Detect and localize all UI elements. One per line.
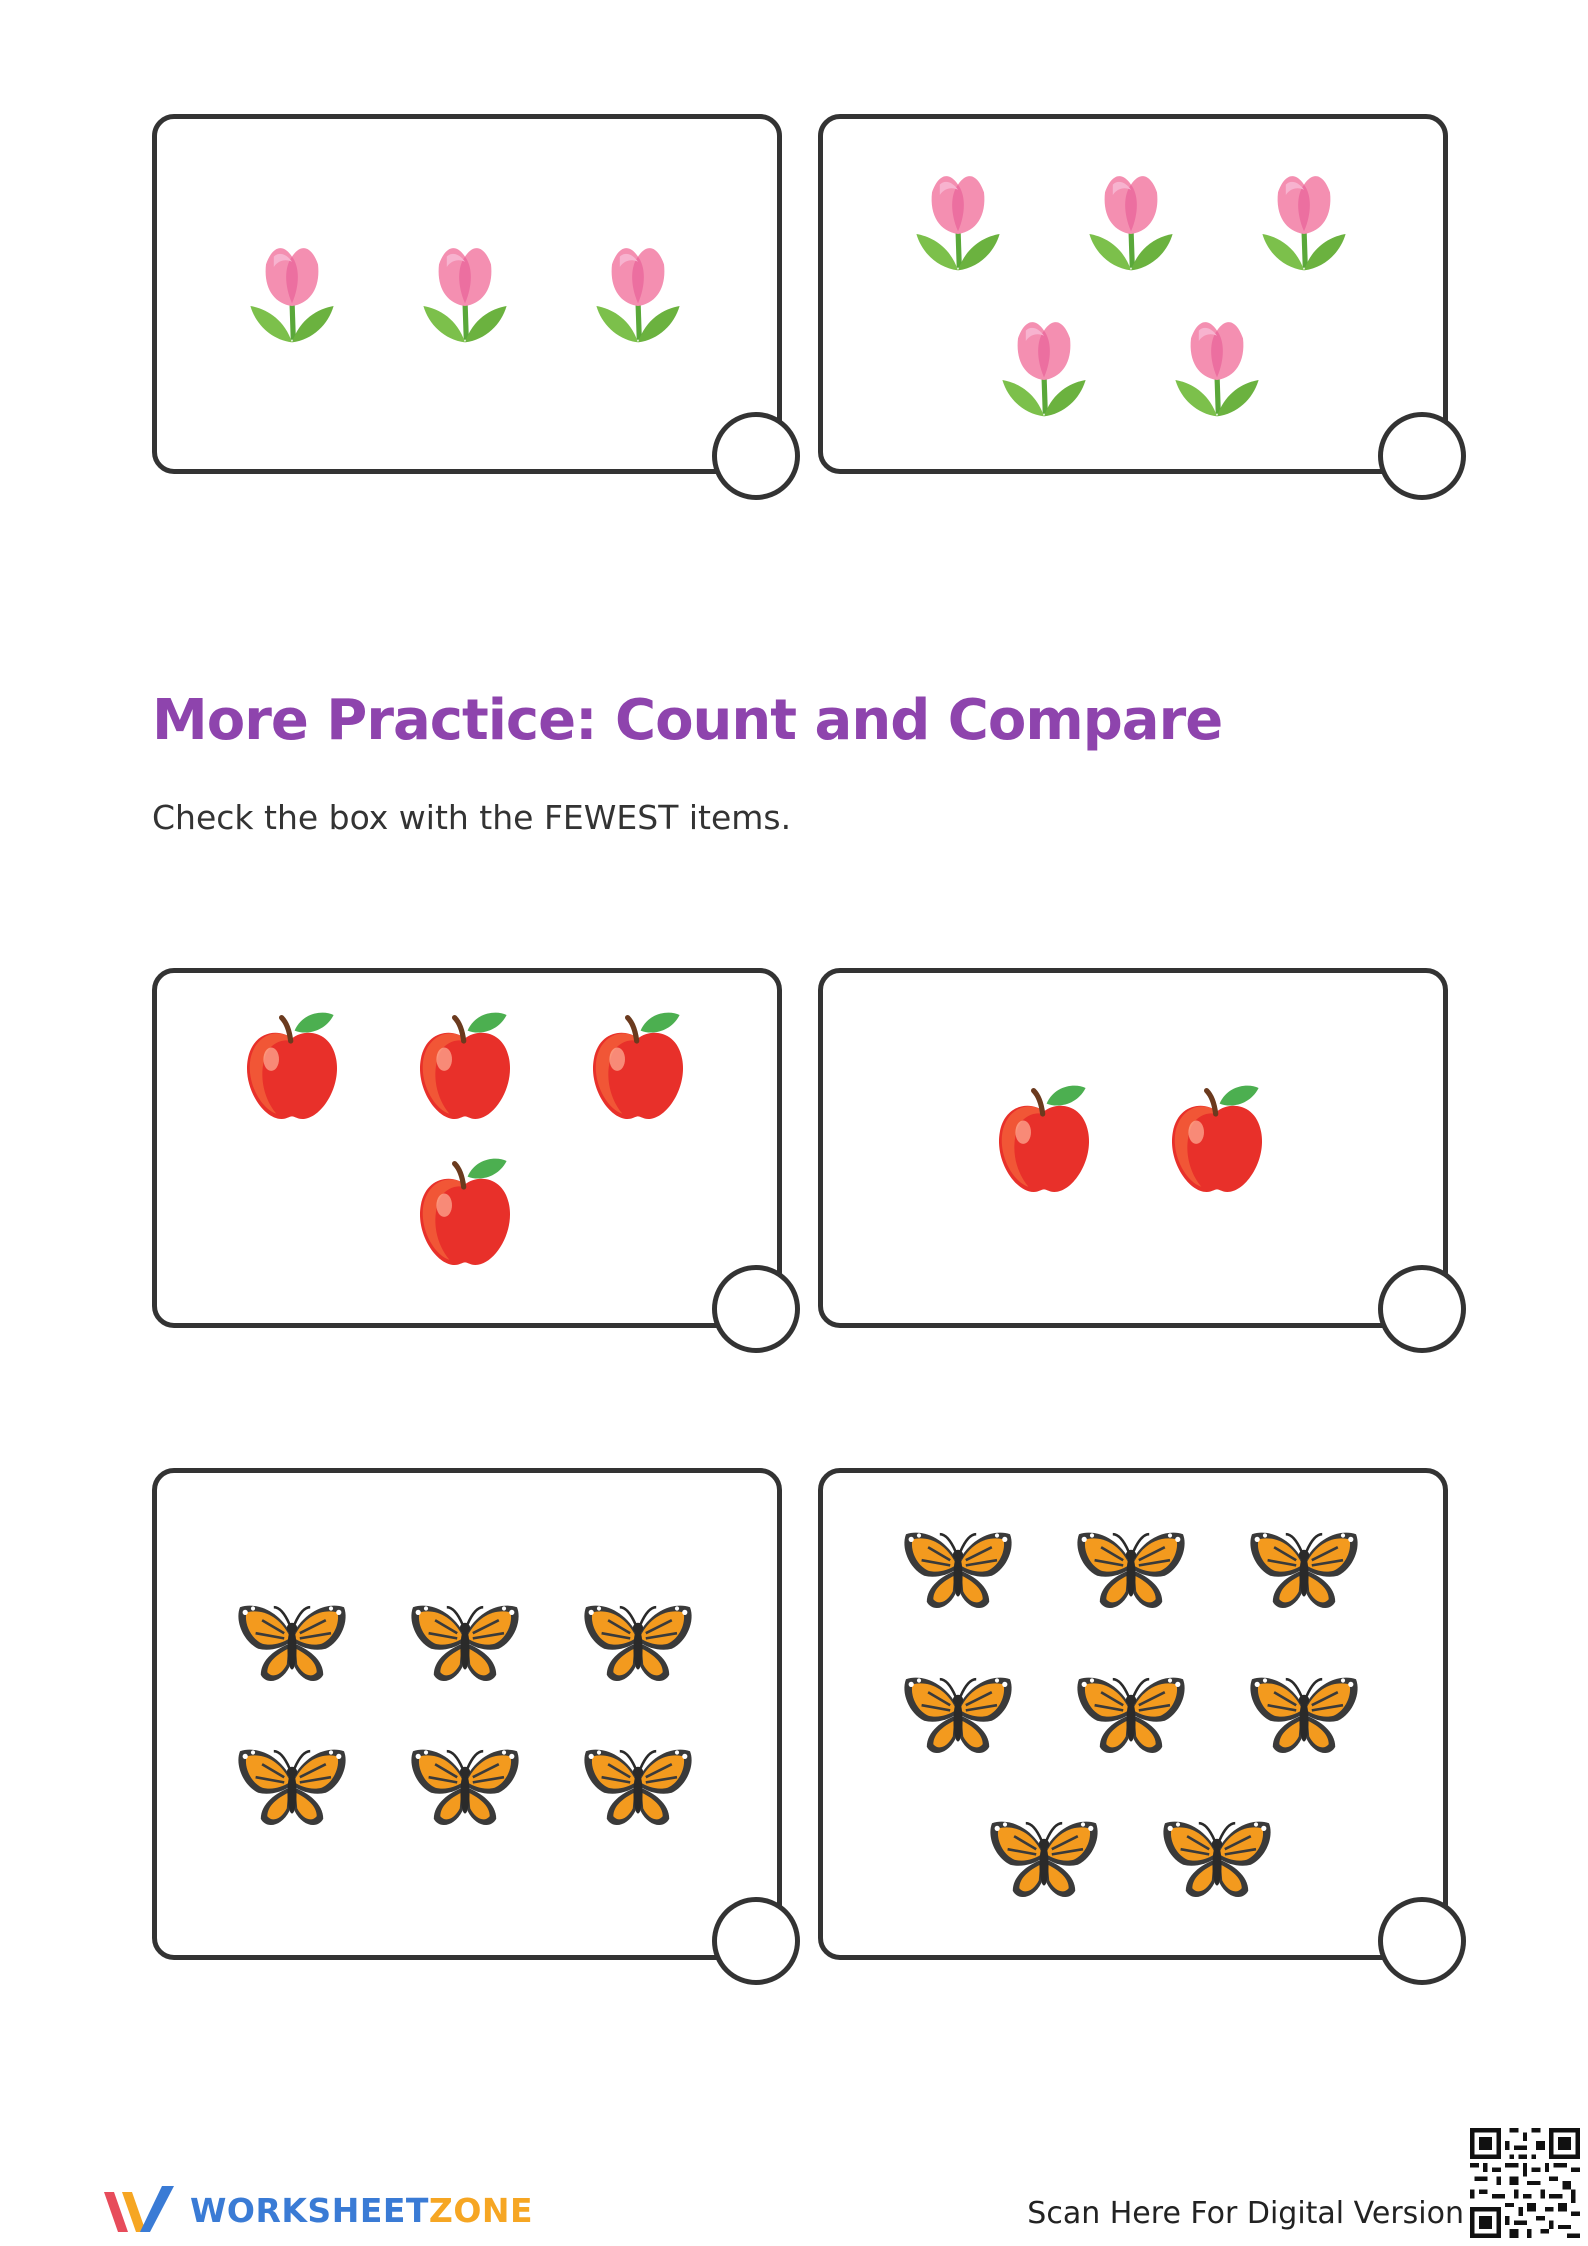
brand-name-part1: WORKSHEET [190,2190,429,2230]
butterfly-icon [1152,1792,1282,1922]
tulip-icon [400,228,530,358]
checkbox-circle[interactable] [1378,1897,1466,1985]
butterfly-icon [893,1648,1023,1778]
tulip-icon [1152,302,1282,432]
apple-icon [1152,1075,1282,1205]
butterfly-icon [1239,1648,1369,1778]
apple-icon [400,1002,530,1132]
butterfly-icon [227,1720,357,1850]
checkbox-circle[interactable] [712,1897,800,1985]
butterfly-icon [979,1792,1109,1922]
tulip-icon [1066,156,1196,286]
section-title: More Practice: Count and Compare [152,688,1223,753]
worksheetzone-logo-icon [100,2182,180,2238]
tulip-icon [893,156,1023,286]
checkbox-circle[interactable] [712,1265,800,1353]
butterfly-icon [1239,1503,1369,1633]
brand-name-part2: ZONE [428,2190,534,2230]
scan-text: Scan Here For Digital Version [1027,2196,1464,2231]
butterfly-icon [573,1576,703,1706]
tulip-icon [979,302,1109,432]
checkbox-circle[interactable] [1378,1265,1466,1353]
tulip-icon [573,228,703,358]
instruction-text: Check the box with the FEWEST items. [152,798,792,837]
apple-icon [227,1002,357,1132]
brand-logo[interactable] [100,2180,533,2240]
butterfly-icon [400,1576,530,1706]
butterfly-icon [573,1720,703,1850]
answer-box [818,968,1448,1328]
butterfly-icon [227,1576,357,1706]
checkbox-circle[interactable] [712,412,800,500]
tulip-icon [227,228,357,358]
tulip-icon [1239,156,1369,286]
butterfly-icon [400,1720,530,1850]
apple-icon [400,1148,530,1278]
butterfly-icon [1066,1503,1196,1633]
apple-icon [573,1002,703,1132]
answer-box [152,1468,782,1960]
checkbox-circle[interactable] [1378,412,1466,500]
butterfly-icon [893,1503,1023,1633]
butterfly-icon [1066,1648,1196,1778]
apple-icon [979,1075,1109,1205]
qr-code-icon[interactable] [1470,2128,1580,2238]
